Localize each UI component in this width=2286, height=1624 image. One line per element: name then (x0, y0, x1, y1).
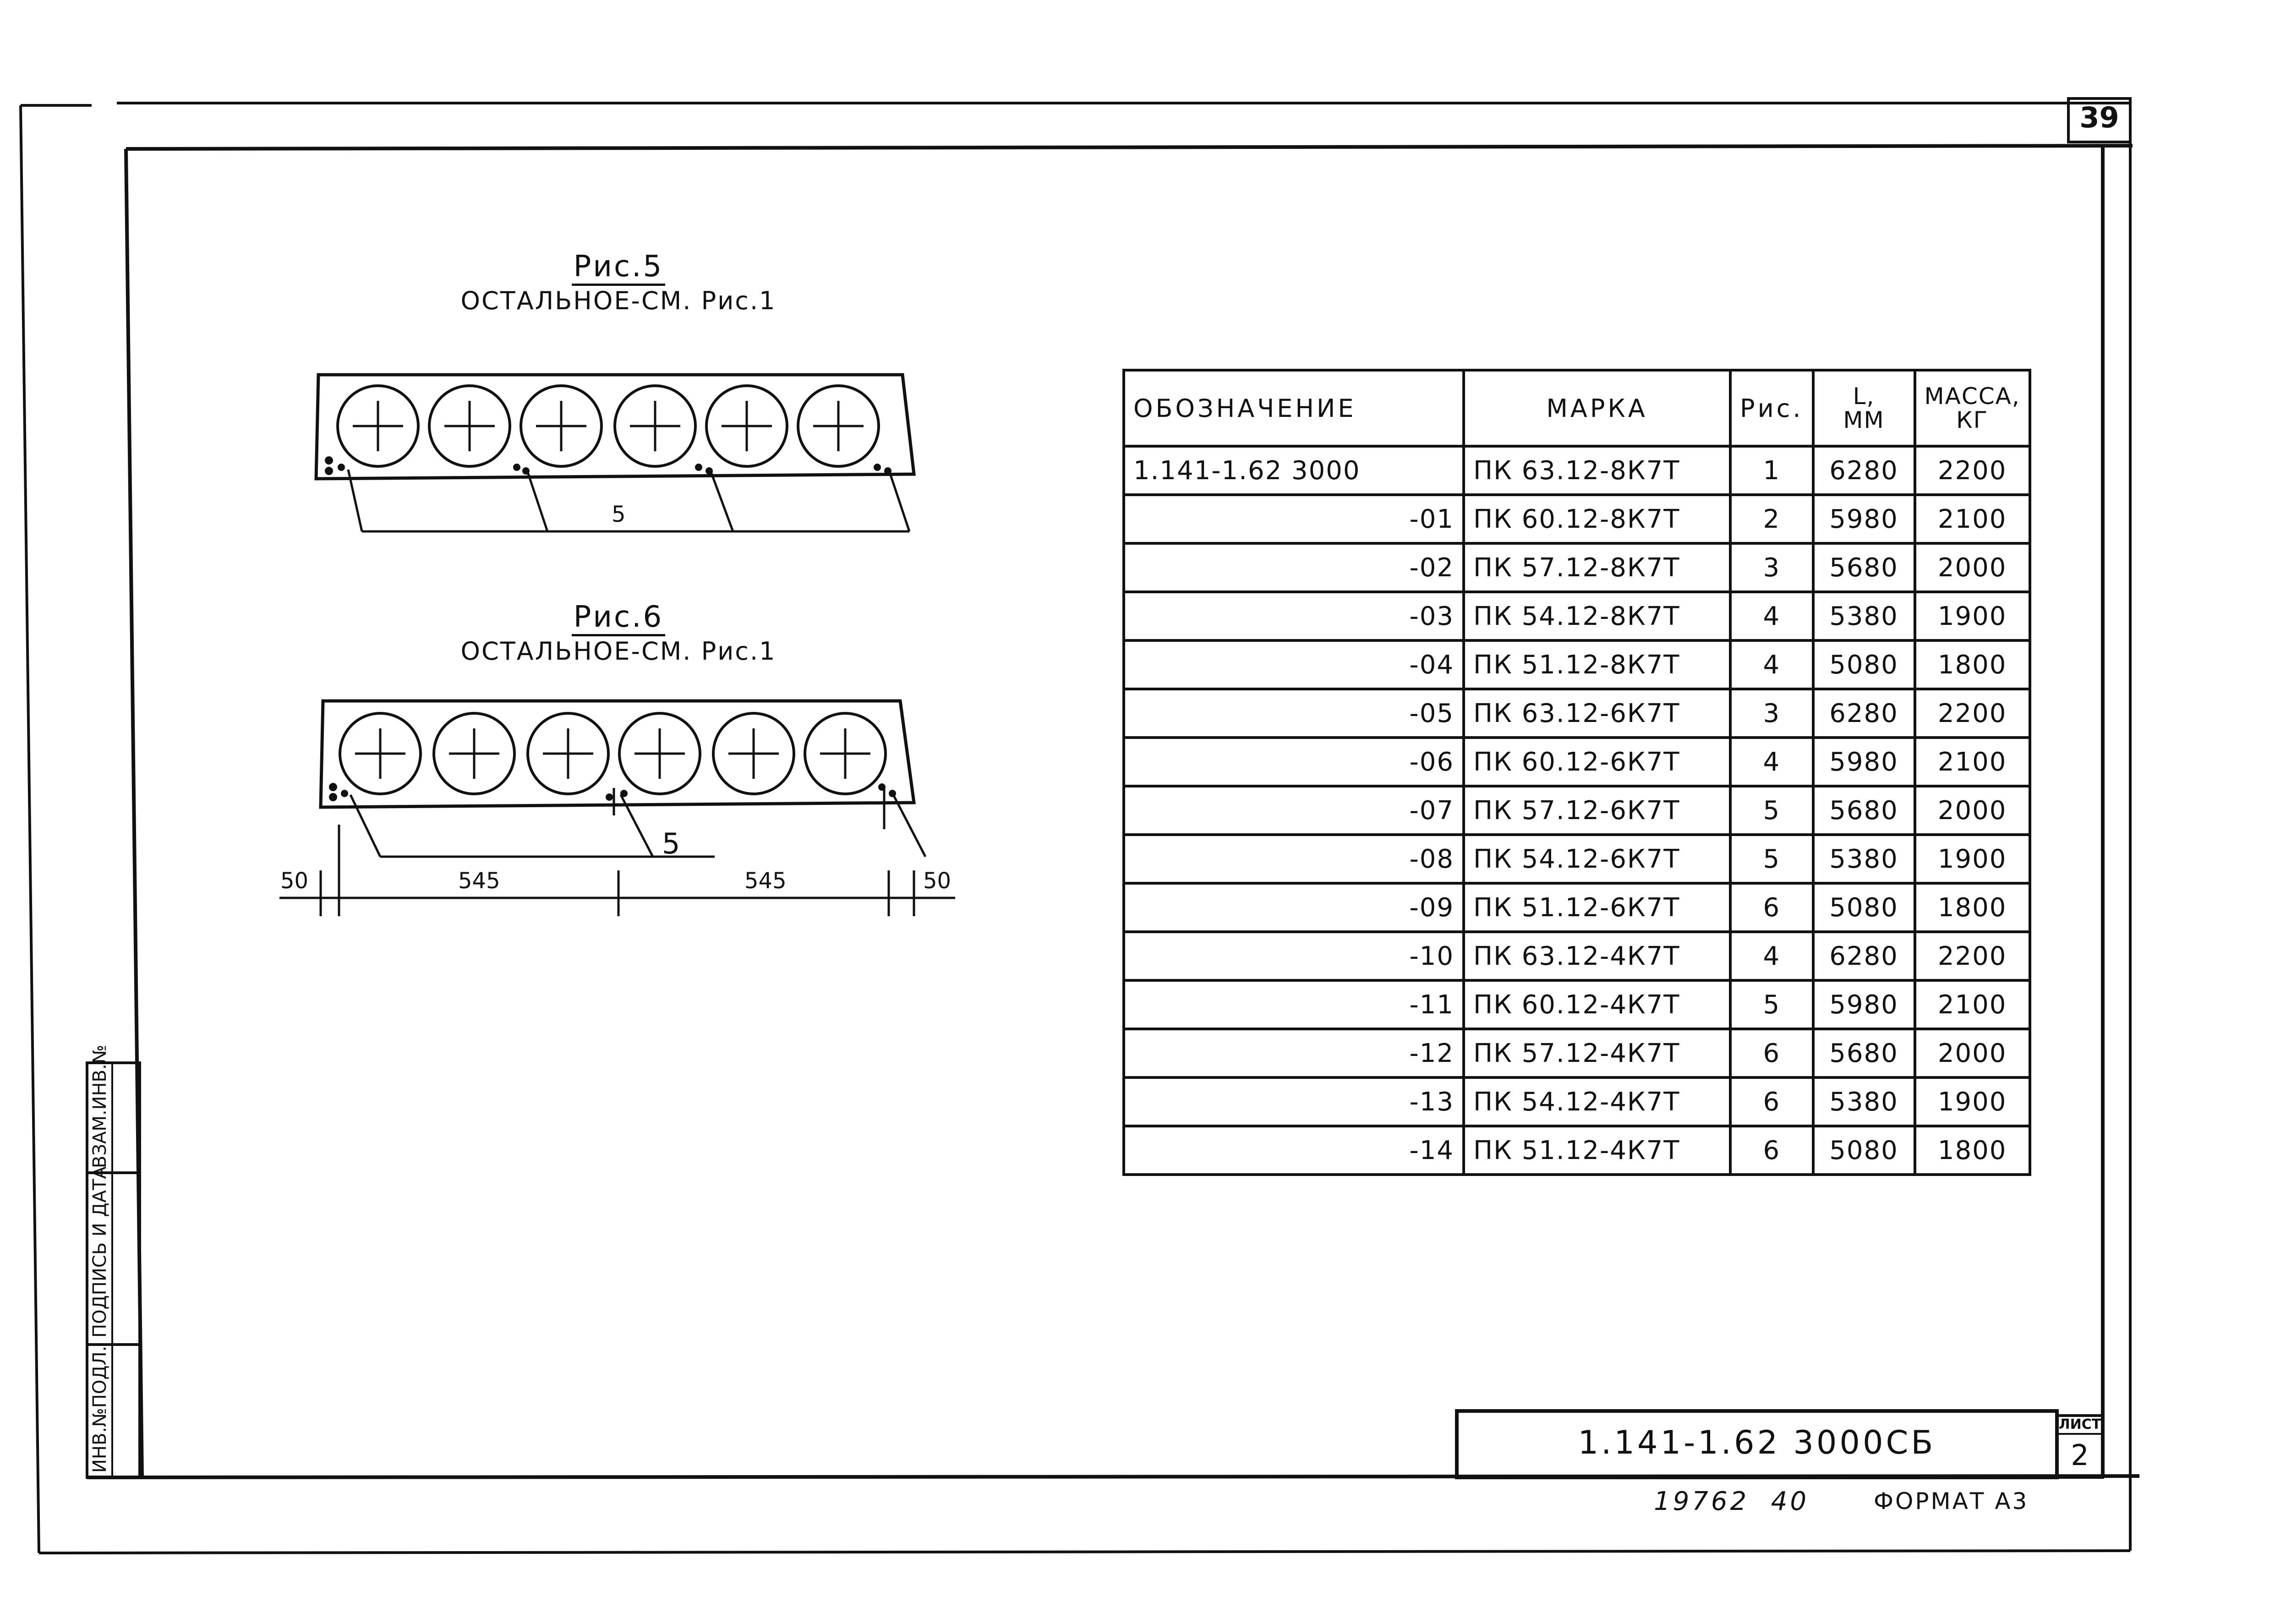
cell-figure: 2 (1730, 495, 1813, 543)
cell-mark: ПК 57.12-8К7Т (1464, 543, 1730, 592)
cell-mass: 2100 (1915, 738, 2030, 786)
figure5-subtitle: ОСТАЛЬНОЕ-СМ. Рис.1 (460, 286, 777, 315)
cell-designation: -09 (1124, 883, 1464, 932)
figure6-caption (458, 600, 779, 666)
cell-mass: 1800 (1915, 640, 2030, 689)
cell-figure: 1 (1730, 446, 1813, 495)
dimension-label: 50 (280, 868, 309, 894)
table-row (1124, 786, 2030, 835)
cell-mark: ПК 60.12-4К7Т (1464, 980, 1730, 1029)
cell-length: 5380 (1813, 592, 1915, 640)
cell-designation: -06 (1124, 738, 1464, 786)
cell-designation: -08 (1124, 835, 1464, 883)
table-row (1124, 980, 2030, 1029)
figure6-subtitle: ОСТАЛЬНОЕ-СМ. Рис.1 (460, 637, 777, 666)
cell-designation: -04 (1124, 640, 1464, 689)
table-row (1124, 640, 2030, 689)
header-mass (1915, 370, 2030, 446)
cell-mass: 2100 (1915, 980, 2030, 1029)
table-row (1124, 689, 2030, 738)
cell-length: 5980 (1813, 738, 1915, 786)
cell-mark: ПК 60.12-6К7Т (1464, 738, 1730, 786)
cell-figure: 6 (1730, 883, 1813, 932)
cell-mass: 1900 (1915, 835, 2030, 883)
cell-designation: 1.141-1.62 3000 (1124, 446, 1464, 495)
figure6-callout: 5 (662, 827, 680, 860)
cell-length: 5380 (1813, 835, 1915, 883)
table-row (1124, 446, 2030, 495)
cell-figure: 4 (1730, 592, 1813, 640)
dimension-label: 545 (458, 868, 500, 894)
cell-mark: ПК 60.12-8К7Т (1464, 495, 1730, 543)
table-body (1124, 446, 2030, 1175)
cell-figure: 6 (1730, 1126, 1813, 1175)
cell-designation: -11 (1124, 980, 1464, 1029)
cell-designation: -02 (1124, 543, 1464, 592)
table-row (1124, 543, 2030, 592)
figure5-caption (458, 250, 779, 315)
cell-length: 5380 (1813, 1077, 1915, 1126)
cell-designation: -14 (1124, 1126, 1464, 1175)
cell-mass: 2000 (1915, 543, 2030, 592)
table-row (1124, 592, 2030, 640)
cell-designation: -01 (1124, 495, 1464, 543)
cell-mass: 2000 (1915, 1029, 2030, 1077)
header-mass-line2: КГ (1956, 407, 1989, 433)
table-row (1124, 932, 2030, 980)
cell-length: 6280 (1813, 446, 1915, 495)
table-row (1124, 1126, 2030, 1175)
header-mass-line1: МАССА, (1924, 383, 2020, 410)
table-row (1124, 835, 2030, 883)
cell-mark: ПК 51.12-8К7Т (1464, 640, 1730, 689)
sheet-label: ЛИСТ (2058, 1416, 2101, 1433)
cell-designation: -05 (1124, 689, 1464, 738)
cell-mass: 1900 (1915, 1077, 2030, 1126)
cell-length: 5680 (1813, 1029, 1915, 1077)
cell-mark: ПК 54.12-8К7Т (1464, 592, 1730, 640)
cell-length: 5680 (1813, 543, 1915, 592)
cell-length: 5080 (1813, 1126, 1915, 1175)
cell-figure: 3 (1730, 543, 1813, 592)
document-code: 1.141-1.62 3000СБ (1578, 1424, 1936, 1461)
cell-length: 5080 (1813, 640, 1915, 689)
cell-length: 5680 (1813, 786, 1915, 835)
header-length-line1: L, (1853, 383, 1875, 410)
cell-mass: 2100 (1915, 495, 2030, 543)
cell-figure: 6 (1730, 1077, 1813, 1126)
cell-length: 6280 (1813, 932, 1915, 980)
cell-figure: 3 (1730, 689, 1813, 738)
cell-figure: 4 (1730, 738, 1813, 786)
cell-mark: ПК 63.12-4К7Т (1464, 932, 1730, 980)
cell-mass: 2000 (1915, 786, 2030, 835)
stamp-signature-date: ПОДПИСЬ И ДАТА (89, 1166, 110, 1338)
cell-length: 5980 (1813, 980, 1915, 1029)
cell-mass: 1800 (1915, 1126, 2030, 1175)
cell-designation: -12 (1124, 1029, 1464, 1077)
table-row (1124, 883, 2030, 932)
cell-length: 5980 (1813, 495, 1915, 543)
page-number: 39 (2079, 101, 2119, 134)
table-row (1124, 1029, 2030, 1077)
header-figure: Рис. (1730, 370, 1813, 446)
cell-figure: 5 (1730, 835, 1813, 883)
cell-mark: ПК 51.12-6К7Т (1464, 883, 1730, 932)
table-header-row (1124, 370, 2030, 446)
table-row (1124, 738, 2030, 786)
cell-mark: ПК 63.12-6К7Т (1464, 689, 1730, 738)
cell-designation: -10 (1124, 932, 1464, 980)
stamp-inventory-original: ИНВ.№ПОДЛ. (89, 1345, 110, 1473)
figure5-callout: 5 (612, 502, 626, 527)
figure6-holes (340, 713, 886, 794)
table-row (1124, 495, 2030, 543)
cell-mass: 2200 (1915, 446, 2030, 495)
inventory-number: 19762 40 (1654, 1487, 1810, 1516)
cell-mark: ПК 51.12-4К7Т (1464, 1126, 1730, 1175)
table-row (1124, 1077, 2030, 1126)
cell-mass: 1900 (1915, 592, 2030, 640)
stamp-replacement-inventory: ВЗАМ.ИНВ.№ (89, 1044, 110, 1168)
specification-table (1122, 369, 2031, 1176)
dimension-label: 545 (744, 868, 787, 894)
cell-length: 5080 (1813, 883, 1915, 932)
cell-designation: -07 (1124, 786, 1464, 835)
cell-designation: -03 (1124, 592, 1464, 640)
cell-mass: 1800 (1915, 883, 2030, 932)
cell-designation: -13 (1124, 1077, 1464, 1126)
cell-figure: 5 (1730, 786, 1813, 835)
cell-mass: 2200 (1915, 689, 2030, 738)
cell-figure: 5 (1730, 980, 1813, 1029)
cell-mass: 2200 (1915, 932, 2030, 980)
figure5-holes (338, 386, 879, 466)
cell-mark: ПК 54.12-4К7Т (1464, 1077, 1730, 1126)
header-mark: МАРКА (1464, 370, 1730, 446)
format-label: ФОРМАТ А3 (1874, 1488, 2029, 1515)
cell-figure: 6 (1730, 1029, 1813, 1077)
header-length (1813, 370, 1915, 446)
cell-mark: ПК 57.12-6К7Т (1464, 786, 1730, 835)
cell-length: 6280 (1813, 689, 1915, 738)
cell-mark: ПК 57.12-4К7Т (1464, 1029, 1730, 1077)
header-length-line2: ММ (1843, 407, 1885, 433)
cell-figure: 4 (1730, 932, 1813, 980)
cell-mark: ПК 54.12-6К7Т (1464, 835, 1730, 883)
sheet-number: 2 (2071, 1438, 2089, 1472)
cell-mark: ПК 63.12-8К7Т (1464, 446, 1730, 495)
figure5-title: Рис.5 (572, 250, 665, 286)
dimension-label: 50 (923, 868, 952, 894)
cell-figure: 4 (1730, 640, 1813, 689)
header-designation: ОБОЗНАЧЕНИЕ (1124, 370, 1464, 446)
figure6-title: Рис.6 (572, 600, 665, 636)
